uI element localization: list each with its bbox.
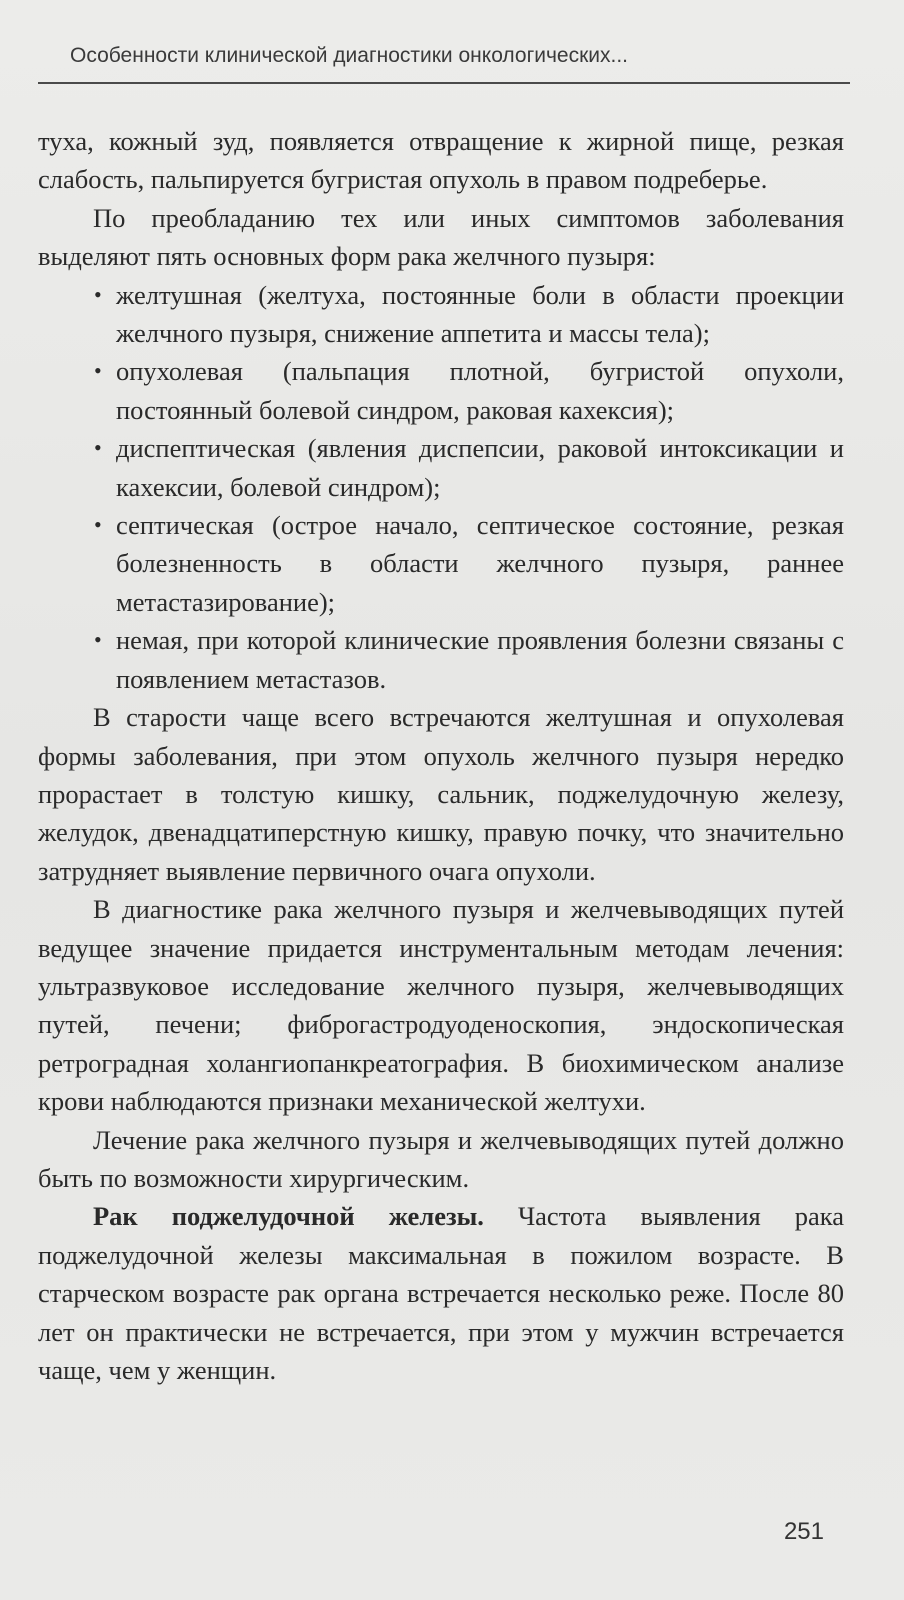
bullet-icon: • — [94, 512, 102, 538]
bullet-icon: • — [94, 435, 102, 461]
paragraph-forms-intro: По преобладанию тех или иных симптомов заболевания выделяют пять основных форм рака желчного пузыря: — [38, 202, 844, 272]
paragraph-pancreas — [38, 1197, 844, 1389]
paragraph-treatment: Лечение рака желчного пузыря и желчевыводящих путей должно быть по возможности хирургическим. — [38, 1124, 844, 1193]
forms-list — [38, 276, 844, 698]
section-lead-title: Рак поджелудочной железы. — [93, 1201, 484, 1232]
header-rule — [38, 82, 850, 84]
list-item-text: септическая (острое начало, септическое состояние, резкая болезненность в области желчного пузыря, раннее метастазирование); — [116, 510, 844, 617]
list-item — [94, 621, 844, 698]
list-item-text: опухолевая (пальпация плотной, бугристой опухоли, постоянный болевой синдром, раковая кахексия); — [116, 356, 844, 425]
list-item — [94, 506, 844, 621]
paragraph-continuation: туха, кожный зуд, появляется отвращение к жирной пище, резкая слабость, пальпируется бугристая опухоль в правом подреберье. — [38, 126, 844, 195]
running-head: Особенности клинической диагностики онкологических... — [70, 44, 629, 67]
bullet-icon: • — [94, 281, 102, 307]
paragraph-old-age-forms: В старости чаще всего встречаются желтушная и опухолевая формы заболевания, при этом опухоль желчного пузыря нередко прорастает в толстую кишку, сальник, поджелудочную железу, желудок, двенадцатиперстную кишку, правую почку, что значительно затрудняет выявление первичного очага опухоли. — [38, 702, 844, 886]
body-text — [38, 122, 844, 1389]
bullet-icon: • — [94, 358, 102, 384]
page-number: 251 — [783, 1518, 824, 1545]
list-item-text: немая, при которой клинические проявления болезни связаны с появлением метастазов. — [116, 625, 844, 694]
list-item — [94, 352, 844, 429]
list-item-text: диспептическая (явления диспепсии, раковой интоксикации и кахексии, болевой синдром); — [116, 433, 844, 502]
paragraph-pancreas-text: Частота выявления рака поджелудочной железы максимальная в пожилом возрасте. В старческом возрасте рак органа встречается несколько реже. После 80 лет он практически не встречается, при этом у мужчин встречается чаще, чем у женщин. — [38, 1201, 844, 1385]
list-item-text: желтушная (желтуха, постоянные боли в области проекции желчного пузыря, снижение аппетита и массы тела); — [116, 279, 844, 349]
list-item — [94, 276, 844, 353]
bullet-icon: • — [94, 627, 102, 653]
paragraph-diagnostics: В диагностике рака желчного пузыря и желчевыводящих путей ведущее значение придается инструментальным методам лечения: ультразвуковое исследование желчного пузыря, желчевыводящих путей, печени; фиброгастродуоденоскопия, эндоскопическая ретроградная холангиопанкреатография. В биохимическом анализе крови наблюдаются признаки механической желтухи. — [38, 894, 844, 1117]
list-item — [94, 429, 844, 506]
